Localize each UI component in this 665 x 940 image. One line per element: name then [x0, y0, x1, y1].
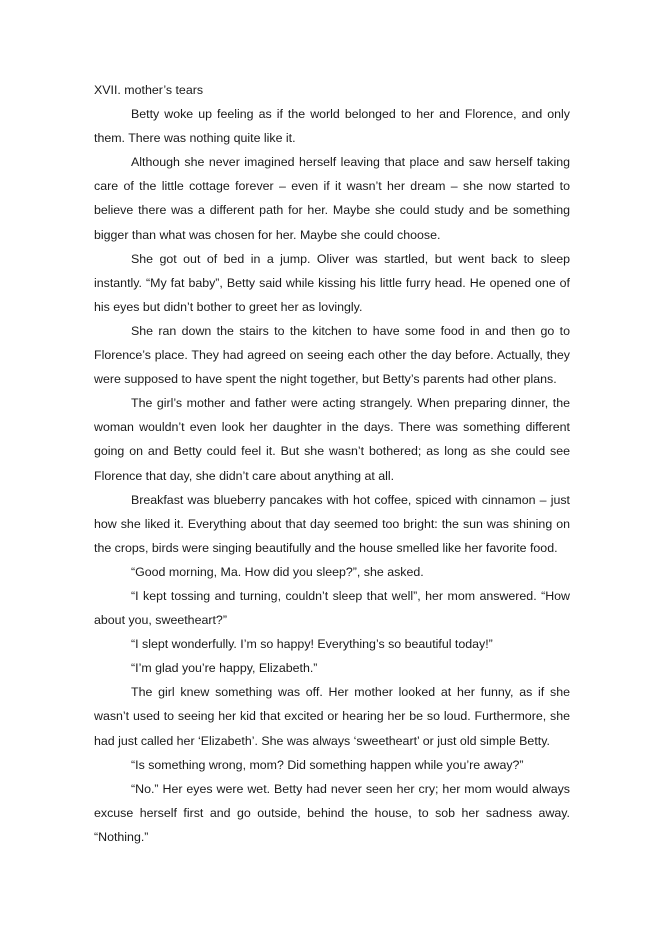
paragraph: “Is something wrong, mom? Did something happen while you’re away?” [131, 757, 524, 772]
document-body [94, 78, 570, 849]
paragraph: The girl’s mother and father were acting strangely. When preparing dinner, the woman wouldn’t even look her daughter in the days. There was something different going on and Betty could feel it. But she wasn’t bothered; as long as she could see Florence that day, she didn’t care about anything at all. [94, 396, 570, 483]
paragraph: The girl knew something was off. Her mother looked at her funny, as if she wasn’t used to seeing her kid that excited or hearing her be so loud. Furthermore, she had just called her ‘Elizabeth’. She was always ‘sweetheart’ or just old simple Betty. [94, 685, 570, 748]
chapter-title: XVII. mother’s tears [94, 83, 204, 97]
paragraph: Breakfast was blueberry pancakes with hot coffee, spiced with cinnamon – just how she liked it. Everything about that day seemed too bright: the sun was shining on the crops, birds were singing beautifully and the house smelled like her favorite food. [94, 492, 570, 555]
paragraph: “I’m glad you’re happy, Elizabeth.” [131, 661, 318, 676]
paragraph: Betty woke up feeling as if the world belonged to her and Florence, and only them. There was nothing quite like it. [94, 107, 570, 146]
paragraph: Although she never imagined herself leaving that place and saw herself taking care of the little cottage forever – even if it wasn’t her dream – she now started to believe there was a different path for her. Maybe she could study and be something bigger than what was chosen for her. Maybe she could choose. [94, 155, 570, 242]
paragraph: “Good morning, Ma. How did you sleep?”, she asked. [131, 564, 424, 579]
paragraph: She ran down the stairs to the kitchen to have some food in and then go to Florence’s place. They had agreed on seeing each other the day before. Actually, they were supposed to have spent the night together, but Betty’s parents had other plans. [94, 323, 570, 387]
paragraph: “No.” Her eyes were wet. Betty had never seen her cry; her mom would always excuse herself first and go outside, behind the house, to sob her sadness away. “Nothing.” [94, 781, 570, 844]
paragraph: “I kept tossing and turning, couldn’t sleep that well”, her mom answered. “How about you, sweetheart?” [94, 588, 570, 628]
paragraph: She got out of bed in a jump. Oliver was startled, but went back to sleep instantly. “My fat baby”, Betty said while kissing his little furry head. He opened one of his eyes but didn’t bother to greet her as lovingly. [94, 251, 570, 314]
paragraph: “I slept wonderfully. I’m so happy! Everything’s so beautiful today!” [131, 637, 493, 652]
